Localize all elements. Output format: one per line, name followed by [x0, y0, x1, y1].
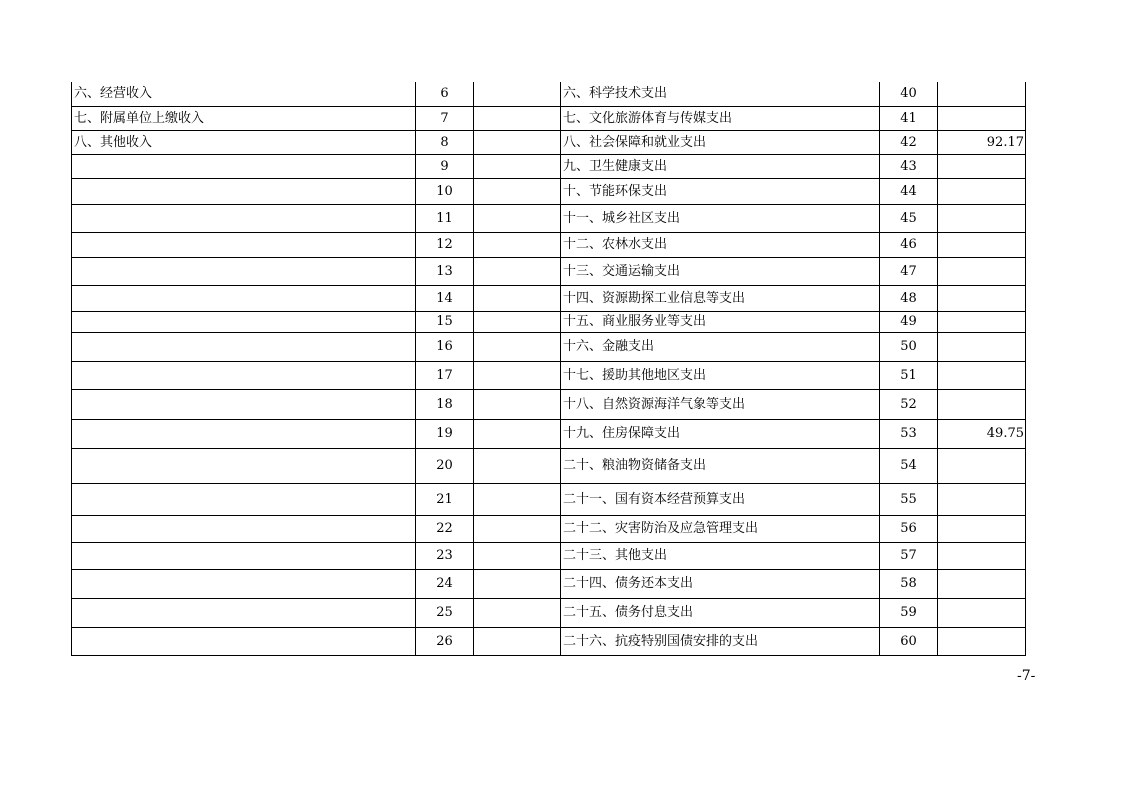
income-line-number-cell: 12 [416, 232, 474, 257]
income-item-cell [72, 311, 416, 332]
expense-line-number-cell: 40 [880, 82, 938, 106]
expense-line-number-cell: 42 [880, 130, 938, 154]
table-row [72, 204, 1026, 232]
expense-amount-cell [938, 389, 1026, 419]
expense-item-cell: 六、科学技术支出 [561, 82, 880, 106]
income-item-cell: 八、其他收入 [72, 130, 416, 154]
income-line-number-cell: 16 [416, 332, 474, 361]
budget-table-container [71, 82, 1025, 656]
table-row [72, 448, 1026, 483]
income-line-number-cell: 24 [416, 569, 474, 598]
income-amount-cell [474, 204, 561, 232]
income-item-cell [72, 232, 416, 257]
expense-item-cell: 八、社会保障和就业支出 [561, 130, 880, 154]
expense-item-cell: 十四、资源勘探工业信息等支出 [561, 285, 880, 311]
income-amount-cell [474, 232, 561, 257]
expense-line-number-cell: 49 [880, 311, 938, 332]
income-item-cell [72, 515, 416, 542]
table-row [72, 130, 1026, 154]
income-line-number-cell: 19 [416, 419, 474, 448]
income-item-cell [72, 361, 416, 389]
income-item-cell: 七、附属单位上缴收入 [72, 106, 416, 130]
income-item-cell [72, 285, 416, 311]
table-row [72, 285, 1026, 311]
expense-line-number-cell: 53 [880, 419, 938, 448]
expense-line-number-cell: 57 [880, 542, 938, 569]
expense-item-cell: 七、文化旅游体育与传媒支出 [561, 106, 880, 130]
table-row [72, 569, 1026, 598]
expense-amount-cell [938, 569, 1026, 598]
table-row [72, 311, 1026, 332]
expense-item-cell: 十八、自然资源海洋气象等支出 [561, 389, 880, 419]
income-item-cell [72, 542, 416, 569]
income-amount-cell [474, 542, 561, 569]
expense-item-cell: 十七、援助其他地区支出 [561, 361, 880, 389]
income-line-number-cell: 14 [416, 285, 474, 311]
income-line-number-cell: 22 [416, 515, 474, 542]
income-amount-cell [474, 332, 561, 361]
income-line-number-cell: 23 [416, 542, 474, 569]
income-line-number-cell: 18 [416, 389, 474, 419]
income-item-cell [72, 204, 416, 232]
expense-amount-cell: 49.75 [938, 419, 1026, 448]
expense-amount-cell [938, 232, 1026, 257]
expense-line-number-cell: 47 [880, 257, 938, 285]
expense-amount-cell [938, 106, 1026, 130]
income-amount-cell [474, 130, 561, 154]
table-row [72, 82, 1026, 106]
expense-item-cell: 二十五、债务付息支出 [561, 598, 880, 627]
income-item-cell [72, 154, 416, 178]
income-item-cell: 六、经营收入 [72, 82, 416, 106]
income-item-cell [72, 178, 416, 204]
income-amount-cell [474, 569, 561, 598]
income-item-cell [72, 389, 416, 419]
expense-item-cell: 二十三、其他支出 [561, 542, 880, 569]
income-amount-cell [474, 515, 561, 542]
expense-item-cell: 十六、金融支出 [561, 332, 880, 361]
expense-line-number-cell: 45 [880, 204, 938, 232]
expense-amount-cell [938, 483, 1026, 515]
table-row [72, 542, 1026, 569]
income-line-number-cell: 15 [416, 311, 474, 332]
income-item-cell [72, 257, 416, 285]
table-row [72, 419, 1026, 448]
expense-line-number-cell: 55 [880, 483, 938, 515]
income-item-cell [72, 448, 416, 483]
income-amount-cell [474, 82, 561, 106]
expense-line-number-cell: 58 [880, 569, 938, 598]
table-row [72, 257, 1026, 285]
income-amount-cell [474, 257, 561, 285]
income-line-number-cell: 9 [416, 154, 474, 178]
table-body [72, 82, 1026, 655]
income-amount-cell [474, 627, 561, 655]
table-row [72, 332, 1026, 361]
table-row [72, 361, 1026, 389]
expense-amount-cell [938, 285, 1026, 311]
income-item-cell [72, 483, 416, 515]
expense-amount-cell [938, 311, 1026, 332]
income-item-cell [72, 419, 416, 448]
income-amount-cell [474, 311, 561, 332]
table-row [72, 627, 1026, 655]
expense-line-number-cell: 46 [880, 232, 938, 257]
expense-item-cell: 十五、商业服务业等支出 [561, 311, 880, 332]
budget-table [71, 82, 1026, 656]
expense-item-cell: 二十一、国有资本经营预算支出 [561, 483, 880, 515]
expense-line-number-cell: 41 [880, 106, 938, 130]
expense-line-number-cell: 56 [880, 515, 938, 542]
income-amount-cell [474, 178, 561, 204]
expense-item-cell: 十二、农林水支出 [561, 232, 880, 257]
expense-item-cell: 十九、住房保障支出 [561, 419, 880, 448]
income-item-cell [72, 332, 416, 361]
income-amount-cell [474, 285, 561, 311]
income-amount-cell [474, 154, 561, 178]
table-row [72, 154, 1026, 178]
expense-amount-cell [938, 154, 1026, 178]
expense-amount-cell [938, 515, 1026, 542]
table-row [72, 232, 1026, 257]
income-item-cell [72, 569, 416, 598]
income-amount-cell [474, 483, 561, 515]
expense-line-number-cell: 51 [880, 361, 938, 389]
expense-amount-cell [938, 542, 1026, 569]
expense-item-cell: 十、节能环保支出 [561, 178, 880, 204]
income-line-number-cell: 20 [416, 448, 474, 483]
expense-item-cell: 二十、粮油物资储备支出 [561, 448, 880, 483]
income-line-number-cell: 17 [416, 361, 474, 389]
income-amount-cell [474, 361, 561, 389]
table-row [72, 389, 1026, 419]
expense-amount-cell [938, 178, 1026, 204]
expense-line-number-cell: 44 [880, 178, 938, 204]
expense-amount-cell [938, 448, 1026, 483]
expense-amount-cell [938, 361, 1026, 389]
expense-item-cell: 十一、城乡社区支出 [561, 204, 880, 232]
income-item-cell [72, 598, 416, 627]
income-line-number-cell: 25 [416, 598, 474, 627]
expense-line-number-cell: 60 [880, 627, 938, 655]
expense-item-cell: 二十二、灾害防治及应急管理支出 [561, 515, 880, 542]
income-amount-cell [474, 419, 561, 448]
income-line-number-cell: 7 [416, 106, 474, 130]
income-line-number-cell: 21 [416, 483, 474, 515]
income-line-number-cell: 8 [416, 130, 474, 154]
table-row [72, 106, 1026, 130]
table-row [72, 598, 1026, 627]
table-row [72, 178, 1026, 204]
income-item-cell [72, 627, 416, 655]
income-amount-cell [474, 448, 561, 483]
expense-line-number-cell: 59 [880, 598, 938, 627]
expense-amount-cell [938, 82, 1026, 106]
expense-line-number-cell: 54 [880, 448, 938, 483]
income-line-number-cell: 6 [416, 82, 474, 106]
table-row [72, 515, 1026, 542]
income-line-number-cell: 11 [416, 204, 474, 232]
income-line-number-cell: 13 [416, 257, 474, 285]
expense-item-cell: 二十六、抗疫特别国债安排的支出 [561, 627, 880, 655]
income-amount-cell [474, 389, 561, 419]
expense-item-cell: 九、卫生健康支出 [561, 154, 880, 178]
income-line-number-cell: 10 [416, 178, 474, 204]
expense-amount-cell [938, 332, 1026, 361]
income-amount-cell [474, 598, 561, 627]
expense-line-number-cell: 48 [880, 285, 938, 311]
income-amount-cell [474, 106, 561, 130]
expense-item-cell: 二十四、债务还本支出 [561, 569, 880, 598]
income-line-number-cell: 26 [416, 627, 474, 655]
expense-line-number-cell: 52 [880, 389, 938, 419]
expense-amount-cell [938, 204, 1026, 232]
expense-amount-cell: 92.17 [938, 130, 1026, 154]
expense-line-number-cell: 50 [880, 332, 938, 361]
expense-amount-cell [938, 627, 1026, 655]
expense-item-cell: 十三、交通运输支出 [561, 257, 880, 285]
page-number: -7- [1017, 668, 1036, 684]
table-row [72, 483, 1026, 515]
expense-line-number-cell: 43 [880, 154, 938, 178]
expense-amount-cell [938, 598, 1026, 627]
expense-amount-cell [938, 257, 1026, 285]
